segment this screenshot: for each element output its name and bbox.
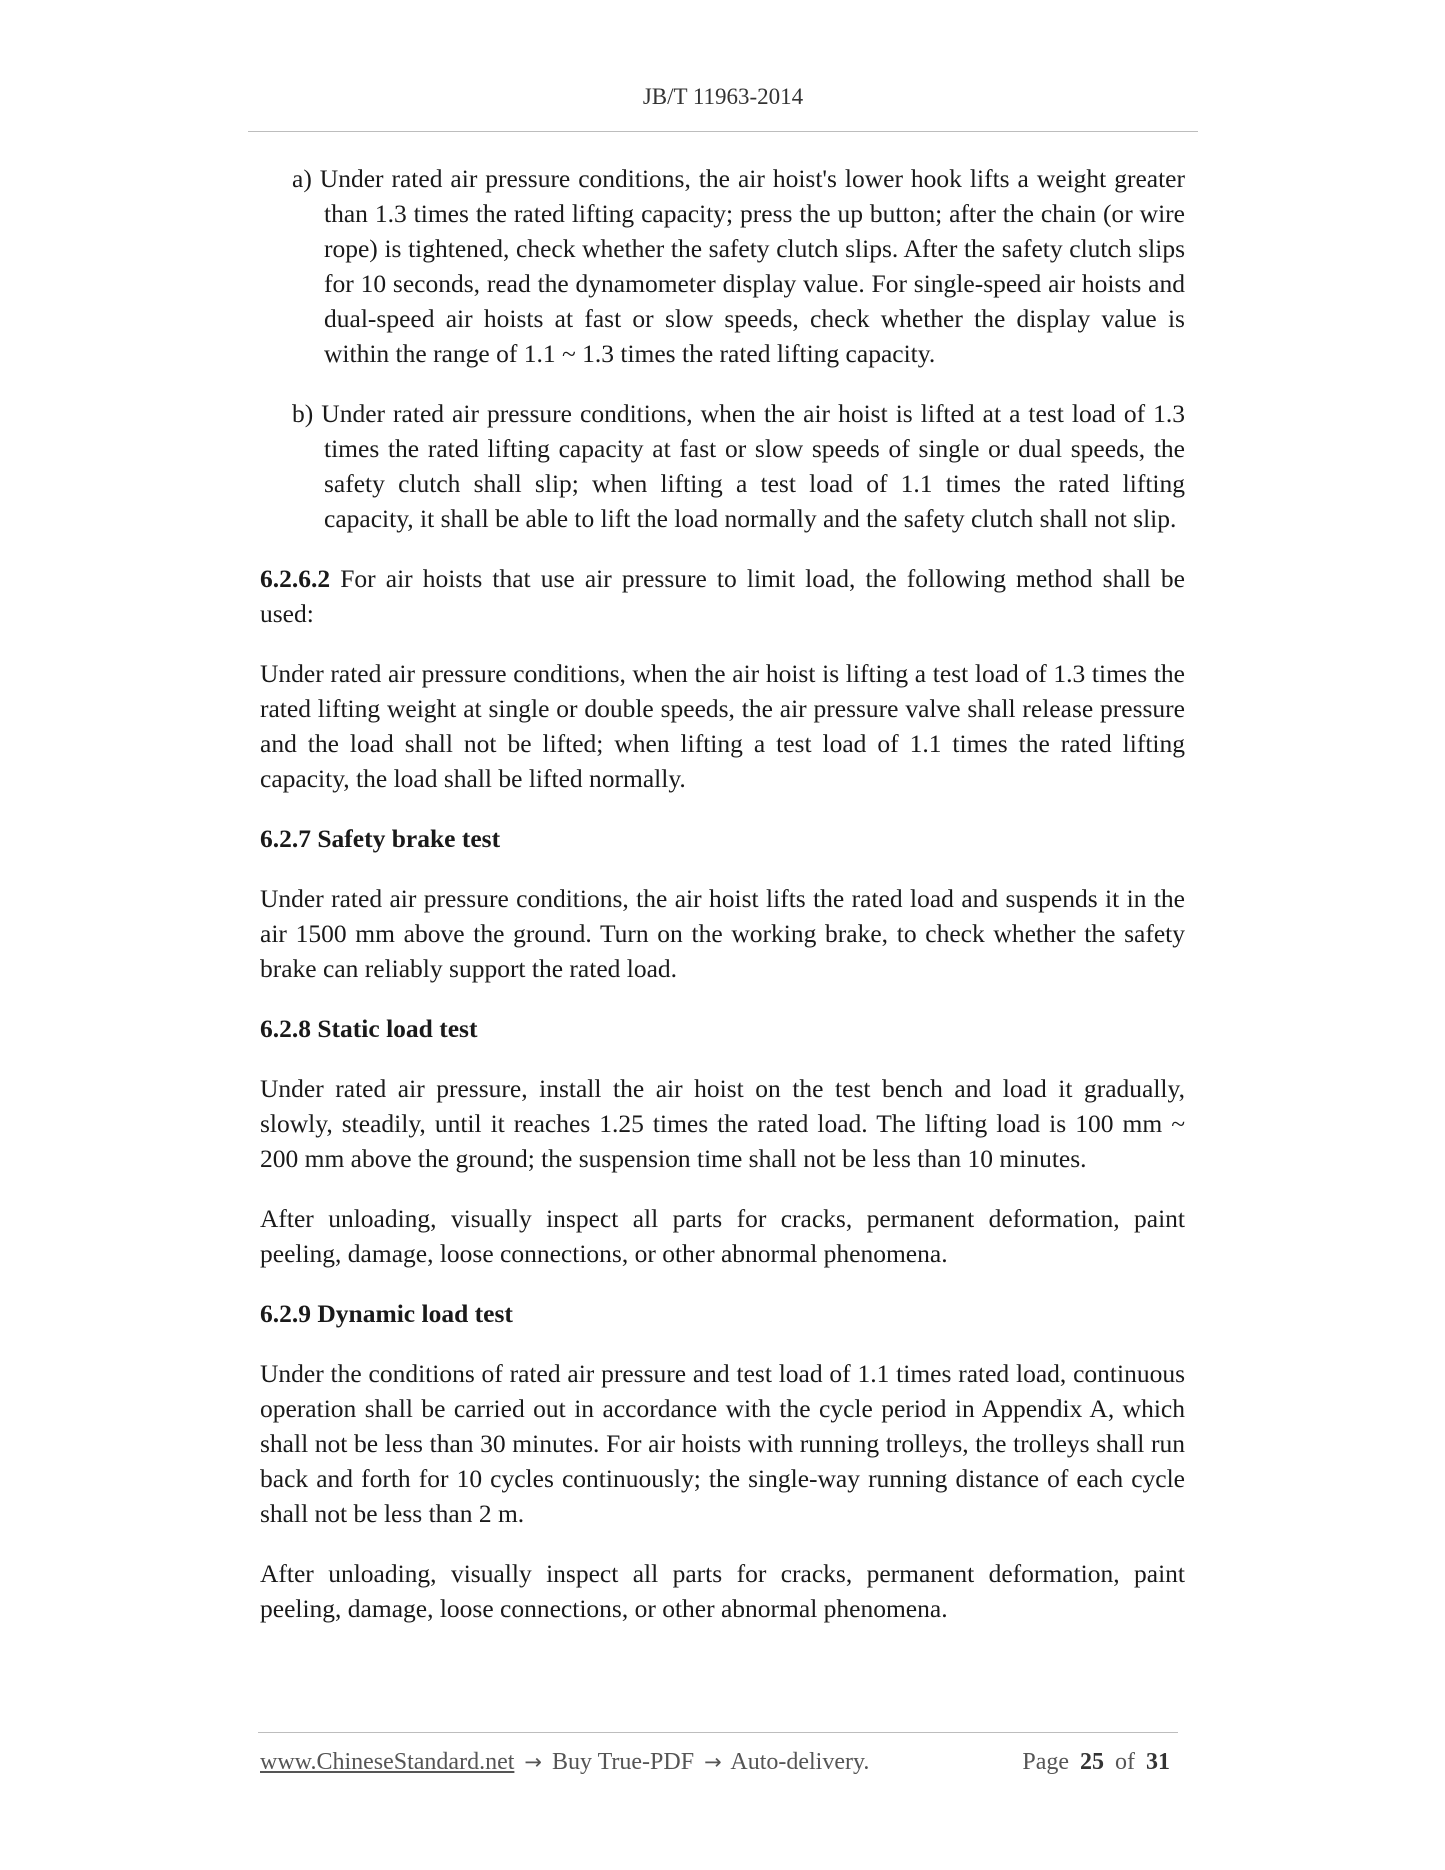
list-item-a: a) Under rated air pressure conditions, the air hoist's lower hook lifts a weight greater than 1.3 times the rated lifting capacity; press the up button; after the chain (or wire rope) is tightened, check whether the safety clutch slips. After the safety clutch slips for 10 seconds, read the dynamometer display value. For single-speed air hoists and dual-speed air hoists at fast or slow speeds, check whether the display value is within the range of 1.1 ~ 1.3 times the rated lifting capacity. — [292, 164, 1185, 368]
footer-divider — [258, 1732, 1178, 1733]
header-divider — [248, 131, 1198, 132]
section-heading-6-2-9: 6.2.9 Dynamic load test — [260, 1299, 513, 1328]
arrow-right-icon: → — [524, 1750, 542, 1774]
page-indicator — [1022, 1749, 1175, 1776]
paragraph-6-2-7: Under rated air pressure conditions, the air hoist lifts the rated load and suspends it in the air 1500 mm above the ground. Turn on the working brake, to check whether the safety brake can reliably support the rated load. — [260, 884, 1185, 983]
document-header: JB/T 11963-2014 — [642, 84, 804, 109]
of-label: of — [1115, 1749, 1135, 1775]
document-body — [260, 161, 1185, 1651]
paragraph-6-2-6-2-body: Under rated air pressure conditions, when the air hoist is lifting a test load of 1.3 times the rated lifting weight at single or double speeds, the air pressure valve shall release pressure and the load shall not be lifted; when lifting a test load of 1.1 times the rated lifting capacity, the load shall be lifted normally. — [260, 659, 1185, 793]
footer-promo — [260, 1749, 869, 1776]
clause-number: 6.2.6.2 — [260, 564, 331, 593]
clause-text: For air hoists that use air pressure to limit load, the following method shall be used: — [260, 564, 1185, 628]
clause-6-2-6-2 — [260, 561, 1185, 631]
auto-delivery-text: Auto-delivery. — [730, 1749, 870, 1775]
paragraph-6-2-9-2: After unloading, visually inspect all parts for cracks, permanent deformation, paint peeling, damage, loose connections, or other abnormal phenomena. — [260, 1559, 1185, 1623]
section-heading-6-2-7: 6.2.7 Safety brake test — [260, 824, 501, 853]
page-label: Page — [1022, 1749, 1069, 1775]
current-page-number: 25 — [1080, 1749, 1104, 1775]
paragraph-6-2-9-1: Under the conditions of rated air pressure and test load of 1.1 times rated load, continuous operation shall be carried out in accordance with the cycle period in Appendix A, which shall not be less than 30 minutes. For air hoists with running trolleys, the trolleys shall run back and forth for 10 cycles continuously; the single-way running distance of each cycle shall not be less than 2 m. — [260, 1359, 1185, 1528]
list-item-b: b) Under rated air pressure conditions, when the air hoist is lifted at a test load of 1.3 times the rated lifting capacity at fast or slow speeds of single or dual speeds, the safety clutch shall slip; when lifting a test load of 1.1 times the rated lifting capacity, it shall be able to lift the load normally and the safety clutch shall not slip. — [292, 399, 1185, 533]
website-link[interactable]: www.ChineseStandard.net — [260, 1749, 515, 1775]
paragraph-6-2-8-2: After unloading, visually inspect all parts for cracks, permanent deformation, paint peeling, damage, loose connections, or other abnormal phenomena. — [260, 1204, 1185, 1268]
total-pages-number: 31 — [1146, 1749, 1170, 1775]
buy-pdf-text: Buy True-PDF — [552, 1749, 695, 1775]
paragraph-6-2-8-1: Under rated air pressure, install the air hoist on the test bench and load it gradually, slowly, steadily, until it reaches 1.25 times the rated load. The lifting load is 100 mm ~ 200 mm above the ground; the suspension time shall not be less than 10 minutes. — [260, 1074, 1185, 1173]
arrow-right-icon: → — [704, 1750, 722, 1774]
section-heading-6-2-8: 6.2.8 Static load test — [260, 1014, 478, 1043]
